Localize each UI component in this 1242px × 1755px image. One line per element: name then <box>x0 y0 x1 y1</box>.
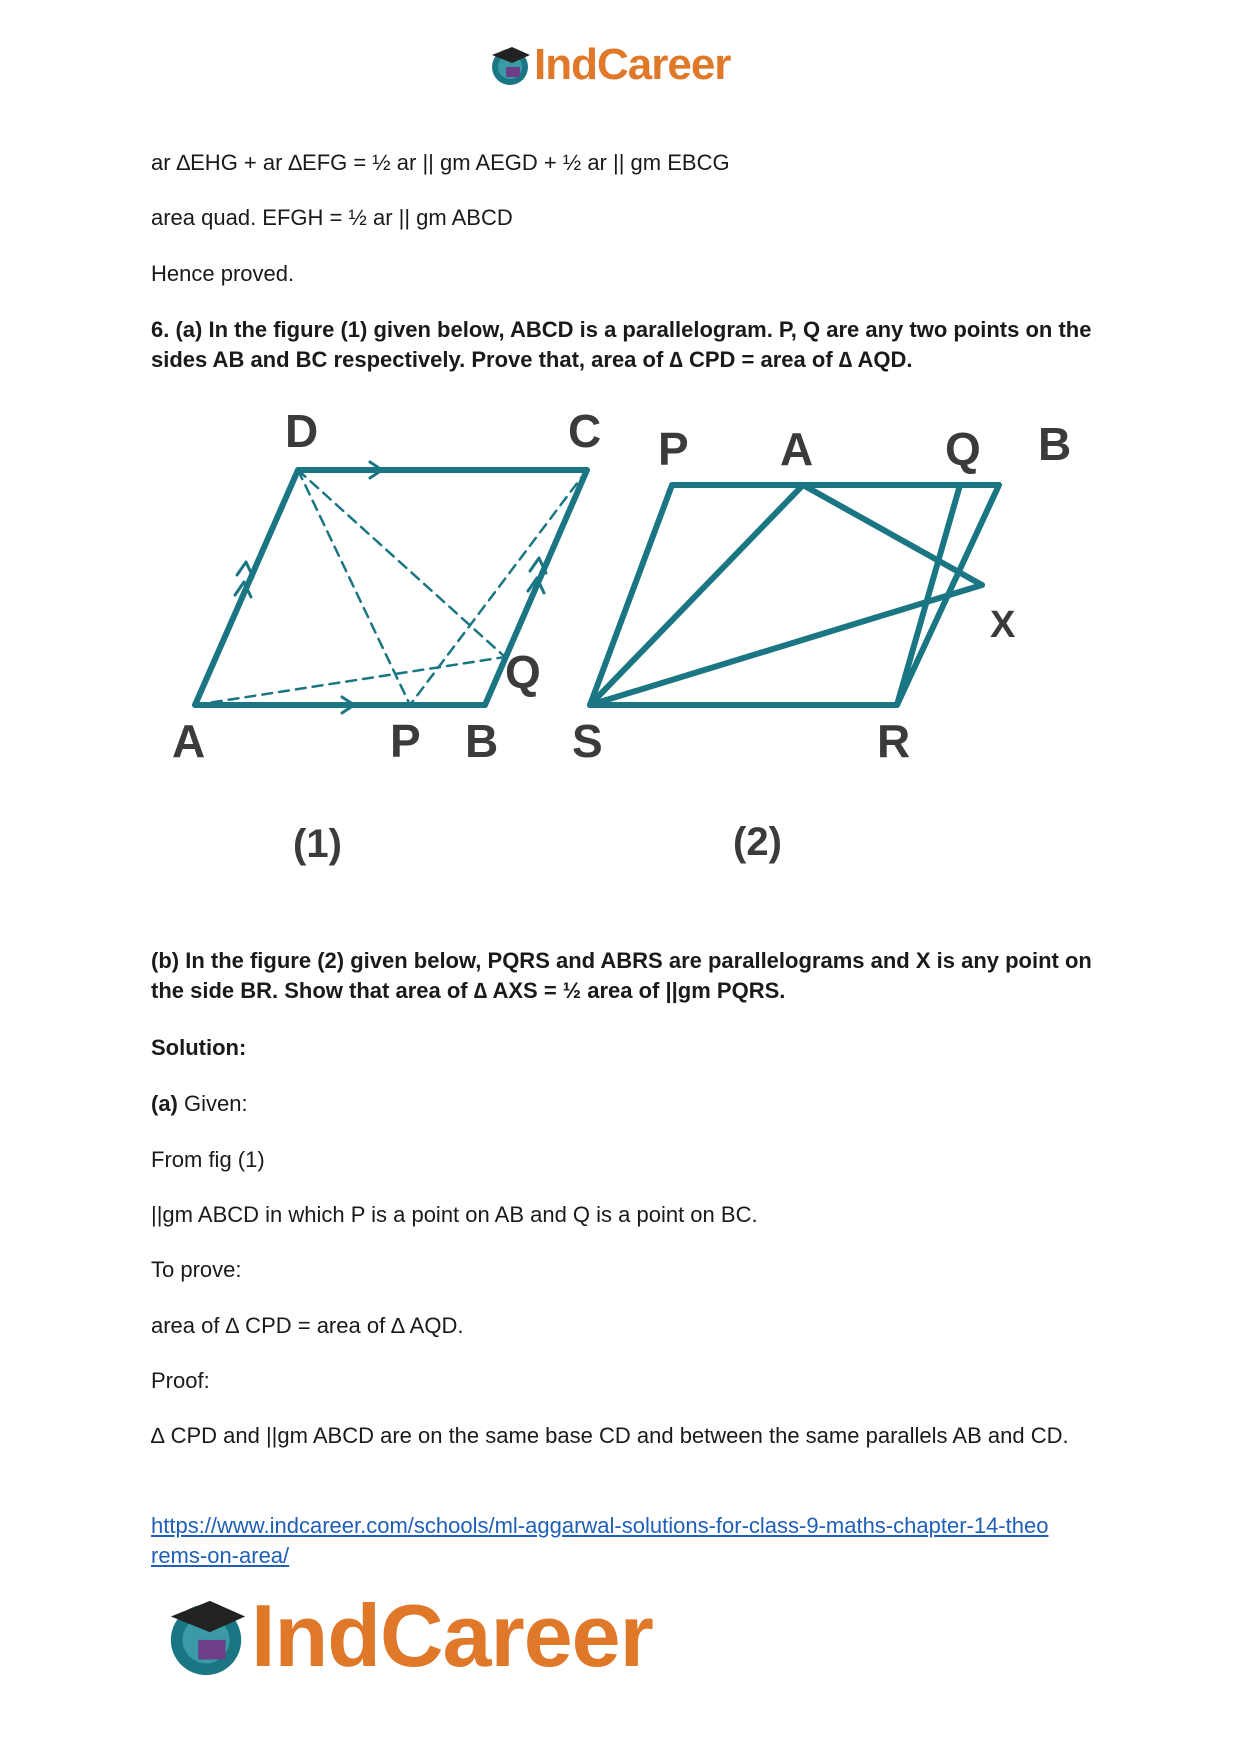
text-given: ||gm ABCD in which P is a point on AB and Q is a point on BC. <box>151 1202 758 1227</box>
text-to-prove: area of ∆ CPD = area of ∆ AQD. <box>151 1313 464 1338</box>
logo-text: IndCareer <box>534 40 731 89</box>
text-line-area-quad: area quad. EFGH = ½ ar || gm ABCD <box>151 205 513 230</box>
header-logo <box>488 40 730 90</box>
fig2-label-Q: Q <box>945 423 981 475</box>
fig2-label-P: P <box>658 423 689 475</box>
footer-link-line1: https://www.indcareer.com/schools/ml-aggarwal-solutions-for-class-9-maths-chapter-14-theo <box>151 1513 1049 1538</box>
solution-heading: Solution: <box>151 1035 247 1060</box>
fig2-label-B: B <box>1038 418 1072 470</box>
footer-link-line2: rems-on-area/ <box>151 1543 290 1568</box>
graduation-cap-globe-icon <box>488 43 532 87</box>
text-to-prove-heading: To prove: <box>151 1257 242 1282</box>
fig2-lines <box>590 485 982 705</box>
graduation-cap-globe-icon <box>163 1593 249 1679</box>
fig1-label-C: C <box>568 405 602 457</box>
fig2-label-S: S <box>572 715 603 767</box>
fig1-caption: (1) <box>293 822 342 866</box>
fig2-label-R: R <box>877 715 911 767</box>
fig2-label-X: X <box>990 604 1016 646</box>
part-a-given <box>151 1089 248 1119</box>
text-line-hence-proved: Hence proved. <box>151 261 295 286</box>
fig1-label-P: P <box>390 715 421 767</box>
text-proof: ∆ CPD and ||gm ABCD are on the same base CD and between the same parallels AB and CD. <box>151 1423 1069 1448</box>
geometry-figure <box>150 405 1100 870</box>
question-6a: 6. (a) In the figure (1) given below, ABCD is a parallelogram. P, Q are any two points on the sides AB and BC respectively. Prove that, area of ∆ CPD = area of ∆ AQD. <box>151 317 1092 372</box>
text-line-ar-ehg: ar ∆EHG + ar ∆EFG = ½ ar || gm AEGD + ½ ar || gm EBCG <box>151 150 730 175</box>
fig1-label-D: D <box>285 405 319 457</box>
footer-link[interactable] <box>151 1511 1048 1571</box>
question-6b: (b) In the figure (2) given below, PQRS and ABRS are parallelograms and X is any point on the side BR. Show that area of ∆ AXS = ½ area of ||gm PQRS. <box>151 948 1092 1003</box>
footer-logo <box>163 1585 653 1687</box>
logo-text: IndCareer <box>251 1586 653 1685</box>
part-a-label: (a) <box>151 1091 178 1116</box>
fig1-label-Q: Q <box>505 646 541 698</box>
fig1-label-A: A <box>172 715 206 767</box>
part-a-text: Given: <box>177 1091 248 1116</box>
text-from-fig: From fig (1) <box>151 1147 265 1172</box>
text-proof-heading: Proof: <box>151 1368 210 1393</box>
fig2-caption: (2) <box>733 820 782 864</box>
fig1-label-B: B <box>465 715 499 767</box>
fig2-label-A: A <box>780 423 814 475</box>
fig2-parallelogram-pqrs <box>590 485 999 705</box>
